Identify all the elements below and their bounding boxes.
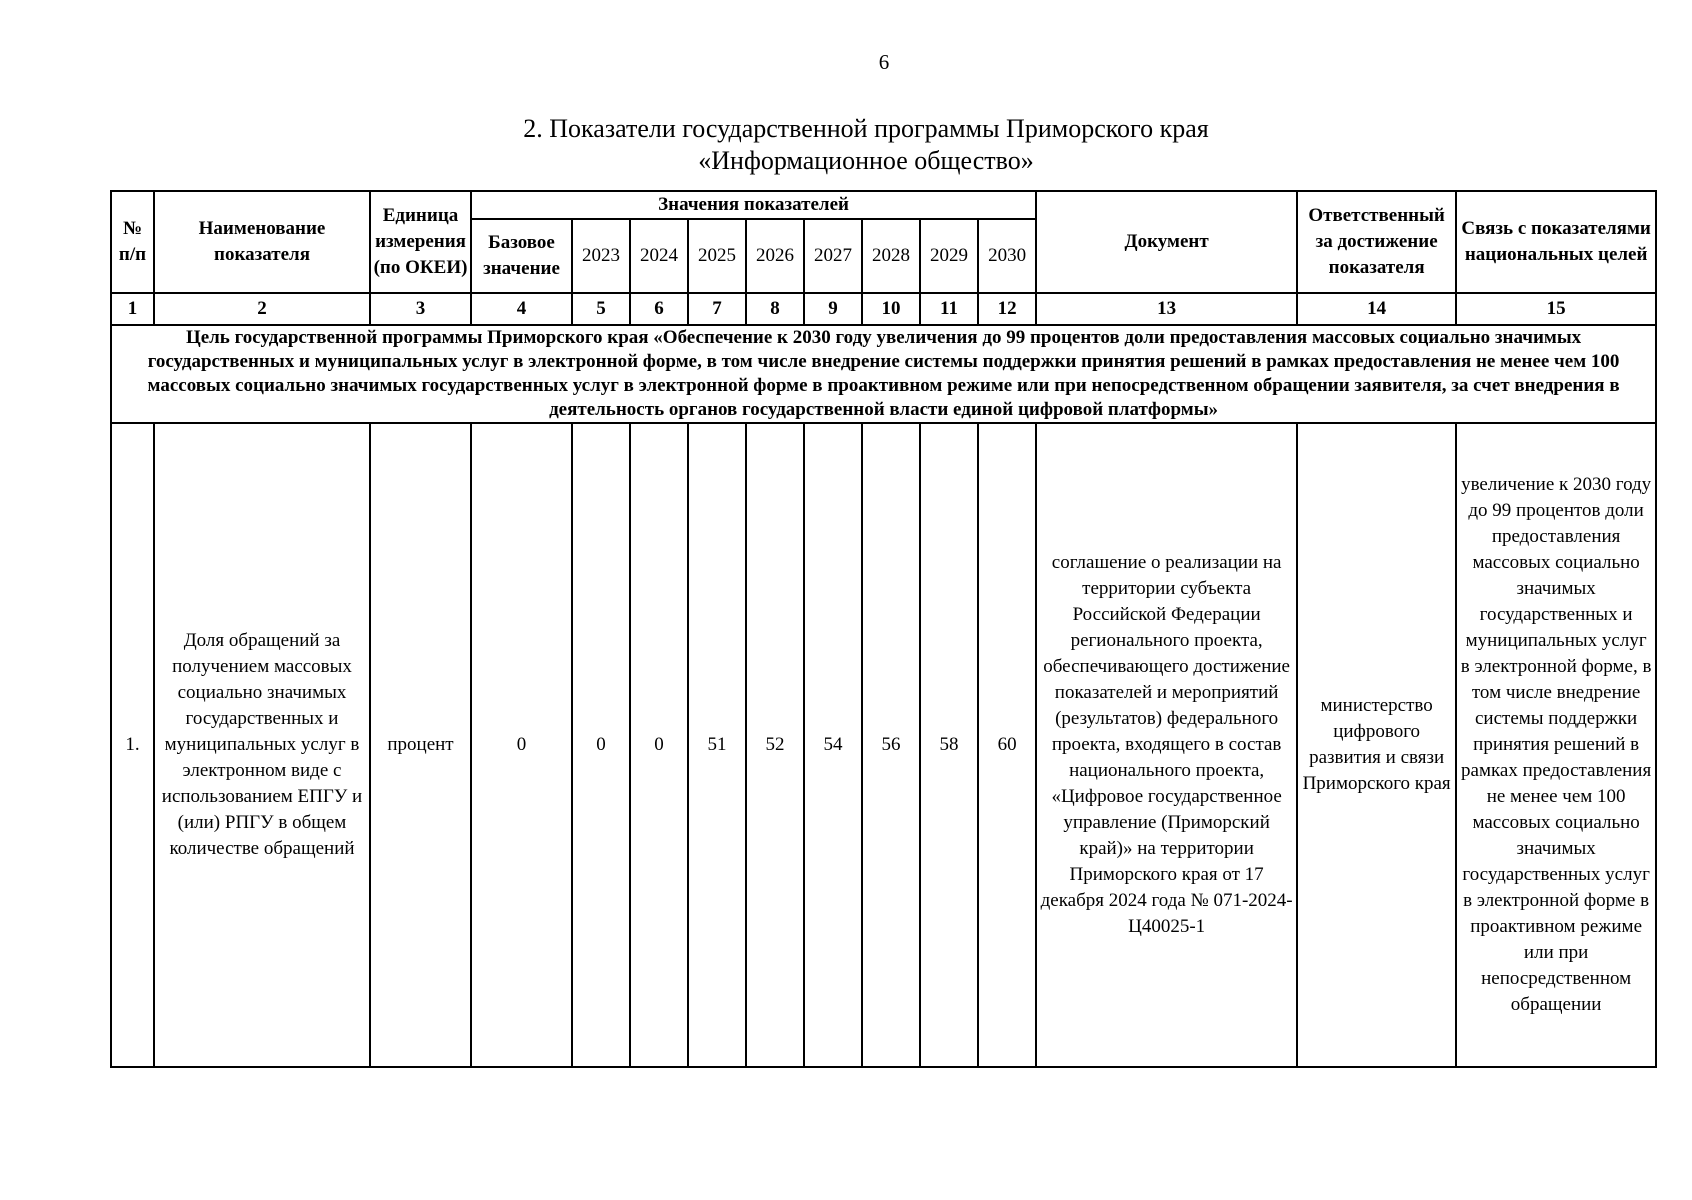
column-number: 10 [862,293,920,325]
row-link: увеличение к 2030 году до 99 процентов доли предоставления массовых социально значимых государственных и муниципальных услуг в электронной форме, в том числе внедрение системы поддержки принятия решений в рамках предоставления не менее чем 100 массовых социально значимых государственных услуг в электронной форме в проактивном режиме или при непосредственном обращении [1456,423,1656,1067]
header-name: Наименование показателя [154,191,370,293]
row-document: соглашение о реализации на территории субъекта Российской Федерации регионального проекта, обеспечивающего достижение показателей и мероприятий (результатов) федерального проекта, входящего в состав национального проекта, «Цифровое государственное управление (Приморский край)» на территории Приморского края от 17 декабря 2024 года № 071-2024-Ц40025-1 [1036,423,1297,1067]
row-responsible: министерство цифрового развития и связи Приморского края [1297,423,1456,1067]
title-line-1: 2. Показатели государственной программы Приморского края [523,114,1209,143]
header-row-1 [111,191,1656,219]
column-numbers-row [111,293,1656,325]
column-number: 7 [688,293,746,325]
row-base-value: 0 [471,423,572,1067]
row-year-value: 54 [804,423,862,1067]
header-year: 2023 [572,219,630,293]
header-responsible: Ответственный за достижение показателя [1297,191,1456,293]
row-year-value: 52 [746,423,804,1067]
row-year-value: 51 [688,423,746,1067]
header-year: 2028 [862,219,920,293]
column-number: 8 [746,293,804,325]
indicators-table [110,190,1657,1068]
header-link: Связь с показателями национальных целей [1456,191,1656,293]
row-year-value: 0 [572,423,630,1067]
header-document: Документ [1036,191,1297,293]
column-number: 15 [1456,293,1656,325]
row-unit: процент [370,423,471,1067]
goal-row [111,325,1656,423]
header-year: 2026 [746,219,804,293]
header-year: 2027 [804,219,862,293]
column-number: 12 [978,293,1036,325]
page-number: 6 [878,50,890,74]
header-unit: Единица измерения (по ОКЕИ) [370,191,471,293]
column-number: 6 [630,293,688,325]
goal-text: Цель государственной программы Приморского края «Обеспечение к 2030 году увеличения до 99 процентов доли предоставления массовых социально значимых государственных и муниципальных услуг в электронной форме, в том числе внедрение системы поддержки принятия решений в рамках предоставления не менее чем 100 массовых социально значимых государственных услуг в электронной форме в проактивном режиме или при непосредственном обращении заявителя, за счет внедрения в деятельность органов государственной власти единой цифровой платформы» [111,325,1656,423]
header-year: 2029 [920,219,978,293]
column-number: 14 [1297,293,1456,325]
table-row [111,423,1656,1067]
row-name: Доля обращений за получением массовых социально значимых государственных и муниципальных услуг в электронном виде с использованием ЕПГУ и (или) РПГУ в общем количестве обращений [154,423,370,1067]
column-number: 11 [920,293,978,325]
header-year: 2025 [688,219,746,293]
header-num: № п/п [111,191,154,293]
row-year-value: 0 [630,423,688,1067]
row-year-value: 60 [978,423,1036,1067]
header-values-group: Значения показателей [471,191,1036,219]
column-number: 4 [471,293,572,325]
row-year-value: 56 [862,423,920,1067]
column-number: 13 [1036,293,1297,325]
column-number: 3 [370,293,471,325]
column-number: 2 [154,293,370,325]
header-year: 2030 [978,219,1036,293]
column-number: 1 [111,293,154,325]
row-year-value: 58 [920,423,978,1067]
row-num: 1. [111,423,154,1067]
column-number: 9 [804,293,862,325]
title-line-2: «Информационное общество» [698,146,1034,175]
header-base: Базовое значение [471,219,572,293]
document-title [0,113,1692,177]
column-number: 5 [572,293,630,325]
header-year: 2024 [630,219,688,293]
